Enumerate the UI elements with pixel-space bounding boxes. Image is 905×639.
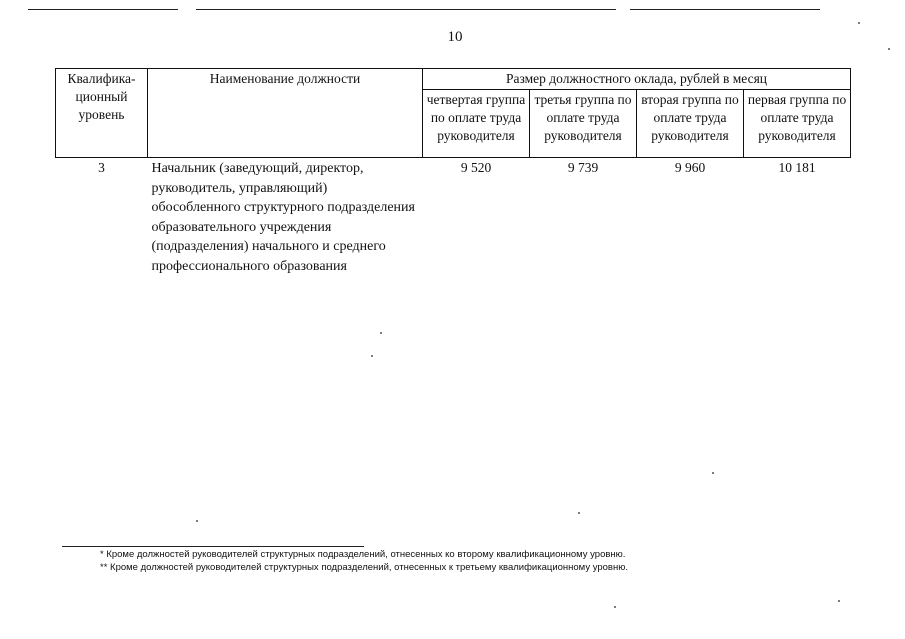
scan-speck	[380, 332, 382, 334]
salary-value-group-1: 10 181	[778, 160, 816, 175]
salary-value-group-4: 9 520	[460, 160, 492, 175]
footnote-1: * Кроме должностей руководителей структурных подразделений, отнесенных ко второму квалификационному уровню.	[100, 549, 626, 560]
page-number: 10	[447, 29, 463, 45]
footnote-separator	[62, 546, 364, 547]
scan-speck	[858, 22, 860, 24]
footnotes	[100, 548, 800, 574]
scan-top-rule	[28, 9, 178, 10]
header-position-name: Наименование должности	[148, 69, 423, 158]
table-row	[56, 158, 851, 278]
row-qualification-level: 3	[98, 160, 105, 175]
header-group-2: вторая группа по оплате труда руководителя	[637, 90, 744, 158]
salary-value-group-2: 9 960	[674, 160, 706, 175]
salary-table	[55, 68, 851, 277]
header-salary-size: Размер должностного оклада, рублей в месяц	[423, 69, 851, 90]
scan-top-rule	[196, 9, 616, 10]
header-group-4: четвертая группа по оплате труда руководителя	[423, 90, 530, 158]
row-position-name: Начальник (заведующий, директор, руководитель, управляющий) обособленного структурного подразделения образовательного учреждения (подразделения) начального и среднего профессионального образования	[151, 161, 415, 274]
footnote-2: ** Кроме должностей руководителей структурных подразделений, отнесенных к третьему квалификационному уровню.	[100, 562, 628, 573]
scan-speck	[614, 606, 616, 608]
scan-speck	[196, 520, 198, 522]
header-group-3: третья группа по оплате труда руководителя	[530, 90, 637, 158]
scan-speck	[888, 48, 890, 50]
salary-value-group-3: 9 739	[567, 160, 599, 175]
header-group-1: первая группа по оплате труда руководителя	[744, 90, 851, 158]
scan-speck	[578, 512, 580, 514]
scan-speck	[371, 355, 373, 357]
scan-speck	[712, 472, 714, 474]
scan-speck	[838, 600, 840, 602]
header-qualification-level: Квалифика-ционный уровень	[56, 69, 148, 158]
scan-top-rule	[630, 9, 820, 10]
